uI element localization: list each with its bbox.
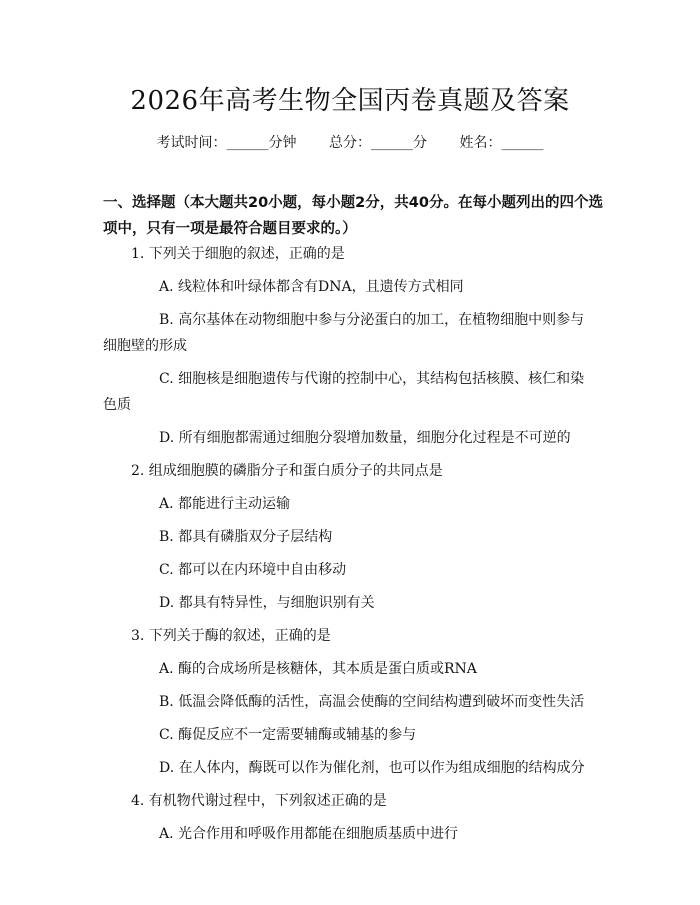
question-2 [103,458,598,616]
option-a: A. 光合作用和呼吸作用都能在细胞质基质中进行 [159,826,459,842]
question-stem: 1. 下列关于细胞的叙述，正确的是 [131,246,345,262]
question-3 [103,623,598,781]
exam-time-field: 考试时间：______分钟 [156,135,297,151]
option-a: A. 酶的合成场所是核糖体，其本质是蛋白质或RNA [159,661,477,677]
exam-meta [0,132,700,152]
option-d: D. 所有细胞都需通过细胞分裂增加数量，细胞分化过程是不可逆的 [159,430,571,446]
question-stem: 2. 组成细胞膜的磷脂分子和蛋白质分子的共同点是 [131,463,443,479]
option-b: B. 高尔基体在动物细胞中参与分泌蛋白的加工，在植物细胞中则参与细胞壁的形成 [103,312,585,354]
option-c: C. 都可以在内环境中自由移动 [159,562,347,578]
option-a: A. 线粒体和叶绿体都含有DNA，且遗传方式相同 [159,279,464,295]
option-c: C. 酶促反应不一定需要辅酶或辅基的参与 [159,727,417,743]
question-4 [103,788,598,847]
option-b: B. 都具有磷脂双分子层结构 [159,529,333,545]
option-a: A. 都能进行主动运输 [159,496,291,512]
question-list [103,241,598,854]
question-stem: 4. 有机物代谢过程中，下列叙述正确的是 [131,793,387,809]
page-title: 2026年高考生物全国丙卷真题及答案 [130,86,570,116]
section-heading: 一、选择题（本大题共20小题，每小题2分，共40分。在每小题列出的四个选项中，只有一项是最符合题目要求的。） [103,195,603,237]
option-d: D. 都具有特异性，与细胞识别有关 [159,595,375,611]
option-c: C. 细胞核是细胞遗传与代谢的控制中心，其结构包括核膜、核仁和染色质 [103,371,585,413]
total-score-field: 总分：______分 [329,135,427,151]
option-b: B. 低温会降低酶的活性，高温会使酶的空间结构遭到破坏而变性失活 [159,694,585,710]
name-field: 姓名：______ [459,135,544,151]
question-1 [103,241,598,451]
question-stem: 3. 下列关于酶的叙述，正确的是 [131,628,331,644]
option-d: D. 在人体内，酶既可以作为催化剂，也可以作为组成细胞的结构成分 [159,760,585,776]
